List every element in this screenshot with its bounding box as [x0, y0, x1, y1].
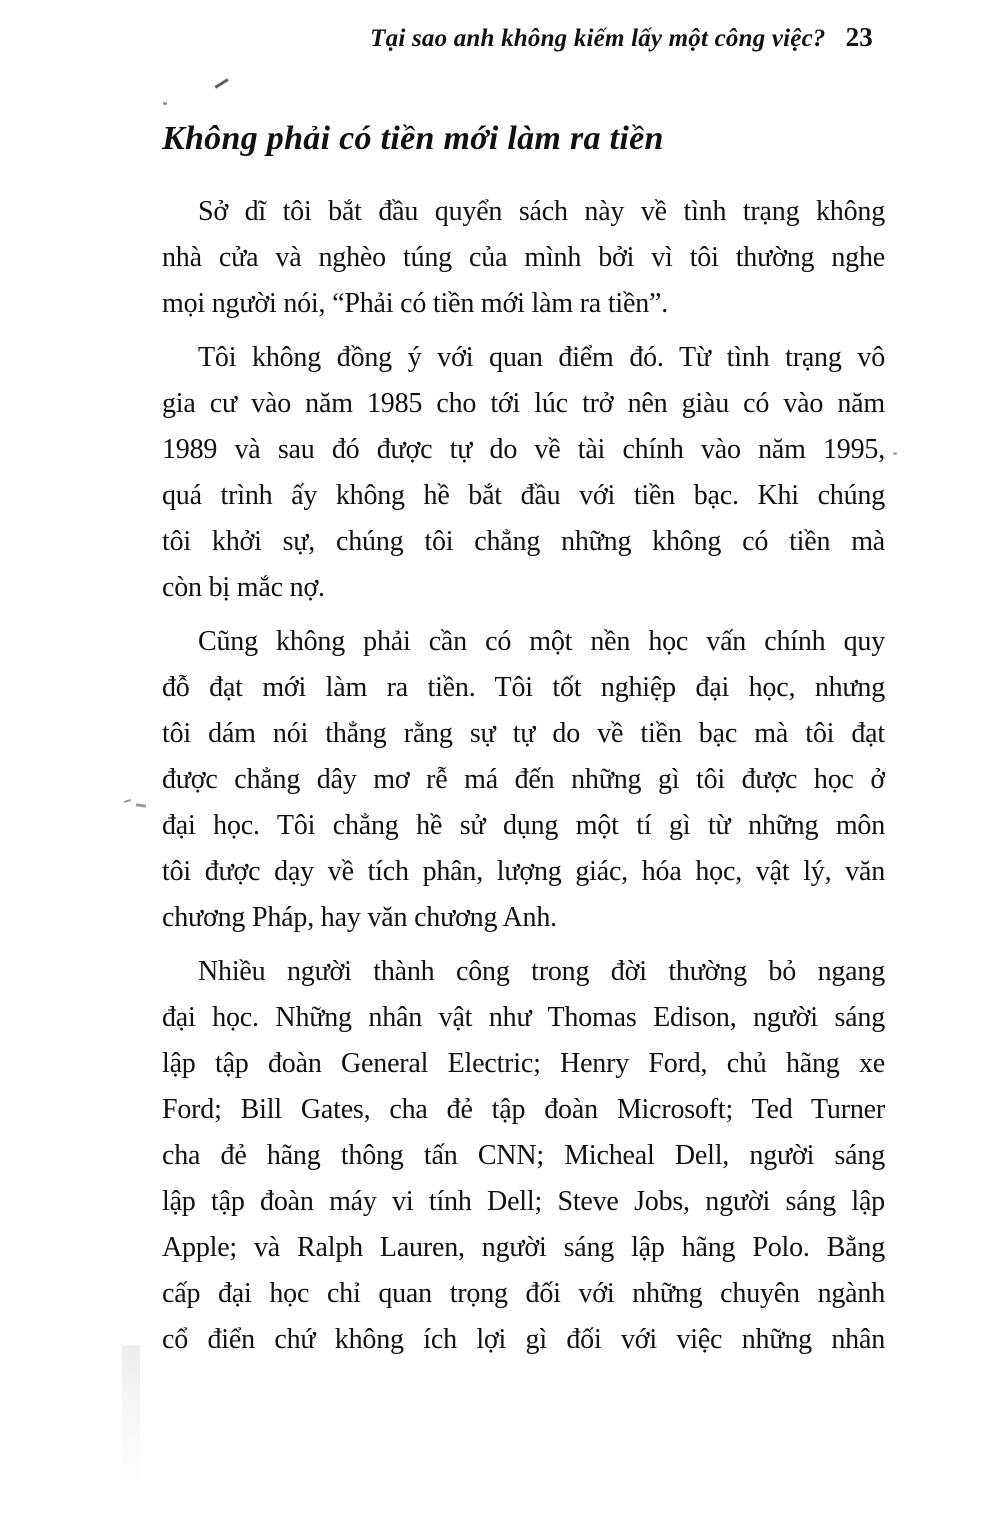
text-line: Nhiều người thành công trong đời thường bỏ ngang: [198, 956, 885, 987]
paragraph-3: [162, 619, 885, 941]
text-line: Tôi không đồng ý với quan điểm đó. Từ tình trạng vô: [198, 342, 885, 373]
running-header-title: Tại sao anh không kiếm lấy một công việc?: [370, 25, 826, 52]
text-line: Ford; Bill Gates, cha đẻ tập đoàn Microsoft; Ted Turner: [162, 1094, 885, 1125]
text-line: nhà cửa và nghèo túng của mình bởi vì tôi thường nghe: [162, 242, 885, 273]
scan-artifact: [214, 78, 228, 88]
text-line: chương Pháp, hay văn chương Anh.: [162, 902, 557, 933]
section-heading: Không phải có tiền mới làm ra tiền: [162, 120, 664, 157]
paragraph-2: [162, 335, 885, 611]
scan-artifact: [893, 452, 897, 455]
scan-artifact: [124, 799, 131, 803]
text-line: cổ điển chứ không ích lợi gì đối với việc những nhân: [162, 1324, 885, 1355]
text-line: còn bị mắc nợ.: [162, 572, 325, 603]
text-line: Apple; và Ralph Lauren, người sáng lập hãng Polo. Bằng: [162, 1232, 885, 1263]
text-line: 1989 và sau đó được tự do về tài chính vào năm 1995,: [162, 434, 885, 465]
text-line: đại học. Những nhân vật như Thomas Edison, người sáng: [162, 1002, 885, 1033]
text-line: đỗ đạt mới làm ra tiền. Tôi tốt nghiệp đại học, nhưng: [162, 672, 885, 703]
text-line: cha đẻ hãng thông tấn CNN; Micheal Dell, người sáng: [162, 1140, 885, 1171]
paragraph-1: [162, 189, 885, 327]
scan-artifact: [163, 102, 167, 105]
text-line: cấp đại học chỉ quan trọng đối với những chuyên ngành: [162, 1278, 885, 1309]
text-line: Cũng không phải cần có một nền học vấn chính quy: [198, 626, 885, 657]
text-line: lập tập đoàn máy vi tính Dell; Steve Jobs, người sáng lập: [162, 1186, 885, 1217]
text-line: quá trình ấy không hề bắt đầu với tiền bạc. Khi chúng: [162, 480, 885, 511]
text-line: gia cư vào năm 1985 cho tới lúc trở nên giàu có vào năm: [162, 388, 885, 419]
body-text: [162, 189, 885, 1371]
page-gutter-shadow: [122, 1345, 140, 1485]
text-line: tôi dám nói thẳng rằng sự tự do về tiền bạc mà tôi đạt: [162, 718, 885, 749]
text-line: tôi được dạy về tích phân, lượng giác, hóa học, vật lý, văn: [162, 856, 885, 887]
text-line: lập tập đoàn General Electric; Henry Ford, chủ hãng xe: [162, 1048, 885, 1079]
text-line: đại học. Tôi chẳng hề sử dụng một tí gì từ những môn: [162, 810, 885, 841]
text-line: mọi người nói, “Phải có tiền mới làm ra tiền”.: [162, 288, 669, 319]
page-number: 23: [845, 22, 873, 52]
paragraph-4: [162, 949, 885, 1363]
text-line: được chẳng dây mơ rễ má đến những gì tôi được học ở: [162, 764, 885, 795]
text-line: tôi khởi sự, chúng tôi chẳng những không có tiền mà: [162, 526, 885, 557]
text-line: Sở dĩ tôi bắt đầu quyển sách này về tình trạng không: [198, 196, 885, 227]
scan-artifact: [136, 803, 146, 807]
running-header: [0, 22, 873, 53]
